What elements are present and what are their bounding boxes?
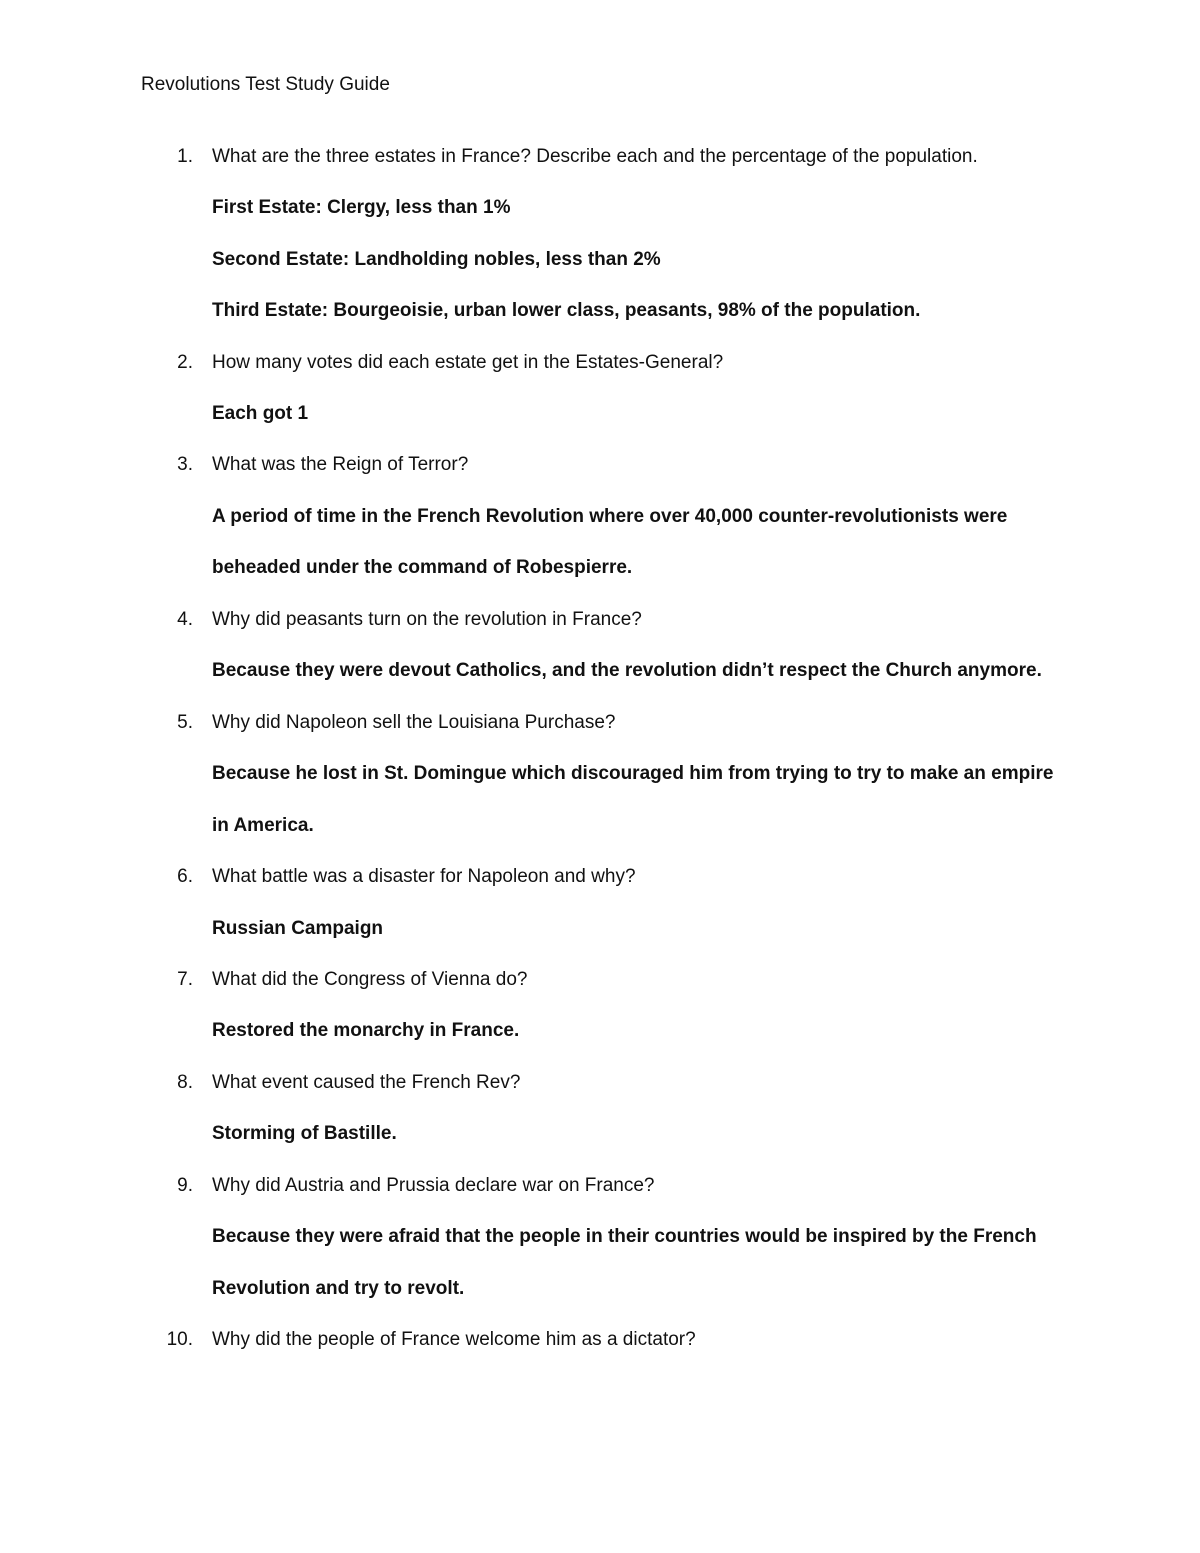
question-number: 5. [177, 712, 193, 733]
question-number: 3. [177, 454, 193, 475]
answer-text: Revolution and try to revolt. [212, 1278, 465, 1299]
answer-text: Because they were devout Catholics, and the revolution didn’t respect the Church anymore. [212, 660, 1042, 681]
question-number: 8. [177, 1072, 193, 1093]
question-text: What event caused the French Rev? [212, 1072, 521, 1093]
answer-text: Storming of Bastille. [212, 1123, 397, 1144]
question-text: Why did peasants turn on the revolution in France? [212, 609, 642, 630]
answer-text: Because he lost in St. Domingue which discouraged him from trying to try to make an empire [212, 763, 1054, 784]
answer-text: beheaded under the command of Robespierre. [212, 557, 633, 578]
answer-text: Second Estate: Landholding nobles, less than 2% [212, 249, 661, 270]
question-text: Why did Austria and Prussia declare war on France? [212, 1175, 655, 1196]
answer-text: in America. [212, 815, 314, 836]
answer-text: Russian Campaign [212, 918, 384, 939]
answer-text: A period of time in the French Revolution where over 40,000 counter-revolutionists were [212, 506, 1008, 527]
question-text: What did the Congress of Vienna do? [212, 969, 528, 990]
question-text: What was the Reign of Terror? [212, 454, 469, 475]
question-text: What battle was a disaster for Napoleon and why? [212, 866, 636, 887]
question-number: 9. [177, 1175, 193, 1196]
question-number: 2. [177, 352, 193, 373]
document-title: Revolutions Test Study Guide [141, 74, 390, 95]
answer-text: Restored the monarchy in France. [212, 1020, 520, 1041]
question-text: How many votes did each estate get in the Estates-General? [212, 352, 724, 373]
question-number: 1. [177, 146, 193, 167]
question-text: Why did Napoleon sell the Louisiana Purchase? [212, 712, 616, 733]
answer-text: Third Estate: Bourgeoisie, urban lower class, peasants, 98% of the population. [212, 300, 921, 321]
question-number: 4. [177, 609, 193, 630]
question-number: 7. [177, 969, 193, 990]
question-number: 10. [166, 1329, 193, 1350]
answer-text: Because they were afraid that the people in their countries would be inspired by the French [212, 1226, 1037, 1247]
answer-text: First Estate: Clergy, less than 1% [212, 197, 511, 218]
question-text: Why did the people of France welcome him as a dictator? [212, 1329, 696, 1350]
question-text: What are the three estates in France? Describe each and the percentage of the population. [212, 146, 978, 167]
question-number: 6. [177, 866, 193, 887]
answer-text: Each got 1 [212, 403, 309, 424]
